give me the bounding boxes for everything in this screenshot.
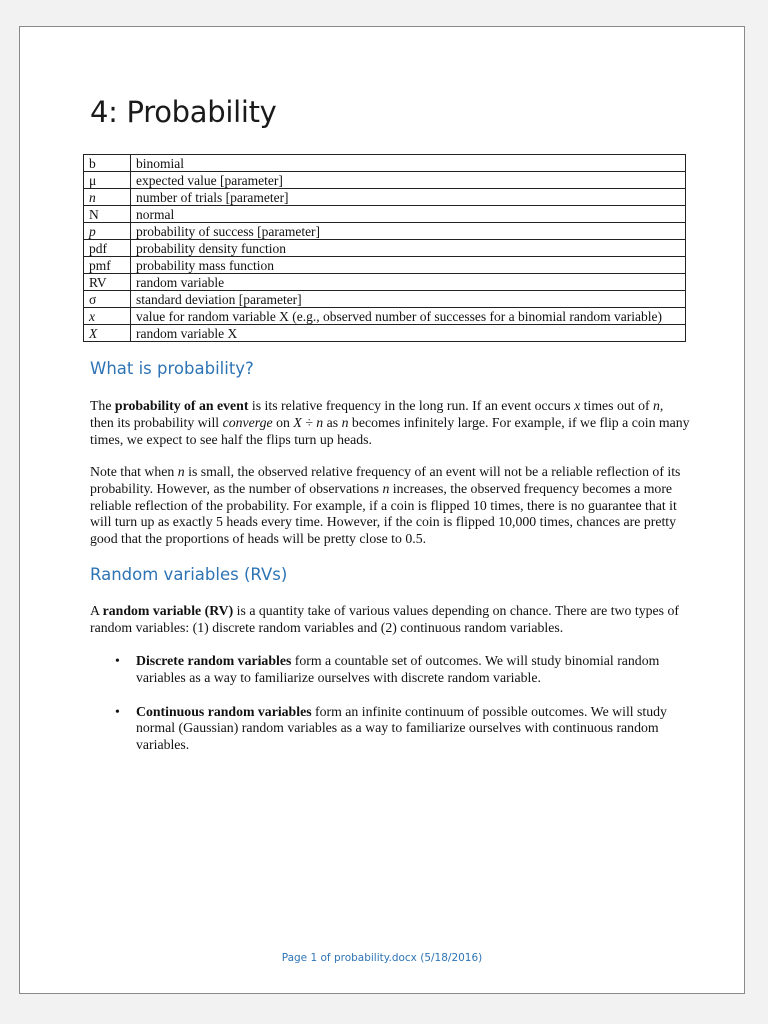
symbol-cell: b (84, 155, 131, 172)
table-row (84, 240, 686, 257)
bold-term: random variable (RV) (102, 603, 234, 618)
meaning-cell: probability density function (131, 240, 686, 257)
meaning-cell: probability of success [parameter] (131, 223, 686, 240)
symbol-cell: μ (84, 172, 131, 189)
rv-types-list (90, 653, 690, 771)
meaning-cell: probability mass function (131, 257, 686, 274)
meaning-cell: expected value [parameter] (131, 172, 686, 189)
table-row (84, 172, 686, 189)
bold-term: Discrete random variables (136, 653, 292, 668)
text-run: becomes infinitely large. For example, if we flip a coin many times, we expect to see half the flips turn up heads. (90, 414, 690, 447)
italic-term: converge (222, 414, 273, 430)
italic-term: n (177, 464, 185, 479)
meaning-cell: normal (131, 206, 686, 223)
page-title: 4: Probability (90, 95, 277, 129)
meaning-cell: value for random variable X (e.g., observed number of successes for a binomial random variable) (131, 308, 686, 325)
paragraph-random-variable (90, 603, 690, 637)
meaning-cell: standard deviation [parameter] (131, 291, 686, 308)
table-row (84, 223, 686, 240)
meaning-cell: random variable X (131, 325, 686, 342)
symbol-cell: N (84, 206, 131, 223)
document-page (19, 26, 745, 994)
text-run: form an infinite continuum of possible outcomes. We will study normal (Gaussian) random variables as a way to familiarize ourselves with continuous random variables. (136, 703, 667, 753)
table-row (84, 155, 686, 172)
text-run: is its relative frequency in the long run. If an event occurs (248, 398, 575, 413)
paragraph-small-n (90, 464, 690, 548)
text-run: increases, the observed frequency becomes a more reliable reflection of the probability. For example, if a coin is flipped 10 times, there is no guarantee that it will turn up as exactly 5 heads every time. However, if the coin is flipped 10,000 times, chances are pretty good that the proportions of heads will be pretty close to 0.5. (90, 480, 677, 547)
list-item (90, 704, 690, 754)
italic-term: n (382, 480, 390, 496)
italic-term: n (653, 398, 660, 413)
text-run: times out of (580, 398, 654, 413)
meaning-cell: number of trials [parameter] (131, 189, 686, 206)
text-run: A (90, 603, 103, 618)
table-row (84, 206, 686, 223)
symbol-cell: pmf (84, 257, 131, 274)
text-run: is small, the observed relative frequency of an event will not be a reliable reflection of its probability. However, as the number of observations (90, 464, 681, 496)
text-run: on (272, 414, 294, 430)
page-footer: Page 1 of probability.docx (5/18/2016) (281, 952, 483, 964)
text-run: , then its probability will (90, 398, 664, 430)
table-row (84, 257, 686, 274)
paragraph-probability-of-event (90, 398, 690, 448)
bold-term: probability of an event (114, 398, 249, 413)
symbol-cell: p (84, 223, 131, 240)
section-heading-random-variables: Random variables (RVs) (90, 565, 288, 584)
symbol-cell: n (84, 189, 131, 206)
symbol-cell: X (84, 325, 131, 342)
list-item (90, 653, 690, 687)
symbol-cell: RV (84, 274, 131, 291)
italic-term: n (341, 414, 349, 430)
table-row (84, 308, 686, 325)
symbol-cell: x (84, 308, 131, 325)
table-row (84, 325, 686, 342)
table-row (84, 189, 686, 206)
italic-term: x (574, 398, 581, 413)
text-run: Note that when (90, 464, 178, 479)
symbol-cell: σ (84, 291, 131, 308)
bullet-icon: • (115, 703, 120, 719)
text-run: as (323, 414, 342, 430)
meaning-cell: binomial (131, 155, 686, 172)
table-row (84, 274, 686, 291)
text-run: is a quantity take of various values depending on chance. There are two types of random variables: (1) discrete random variables and (2) continuous random variables. (90, 603, 679, 635)
bullet-icon: • (115, 653, 120, 668)
meaning-cell: random variable (131, 274, 686, 291)
table-row (84, 291, 686, 308)
symbol-cell: pdf (84, 240, 131, 257)
section-heading-what-is-probability: What is probability? (90, 359, 254, 378)
italic-term: X ÷ n (293, 414, 324, 430)
text-run: form a countable set of outcomes. We will study binomial random variables as a way to familiarize ourselves with discrete random variable. (136, 653, 660, 685)
bold-term: Continuous random variables (136, 703, 312, 719)
text-run: The (90, 398, 115, 413)
abbreviations-table (83, 154, 686, 342)
